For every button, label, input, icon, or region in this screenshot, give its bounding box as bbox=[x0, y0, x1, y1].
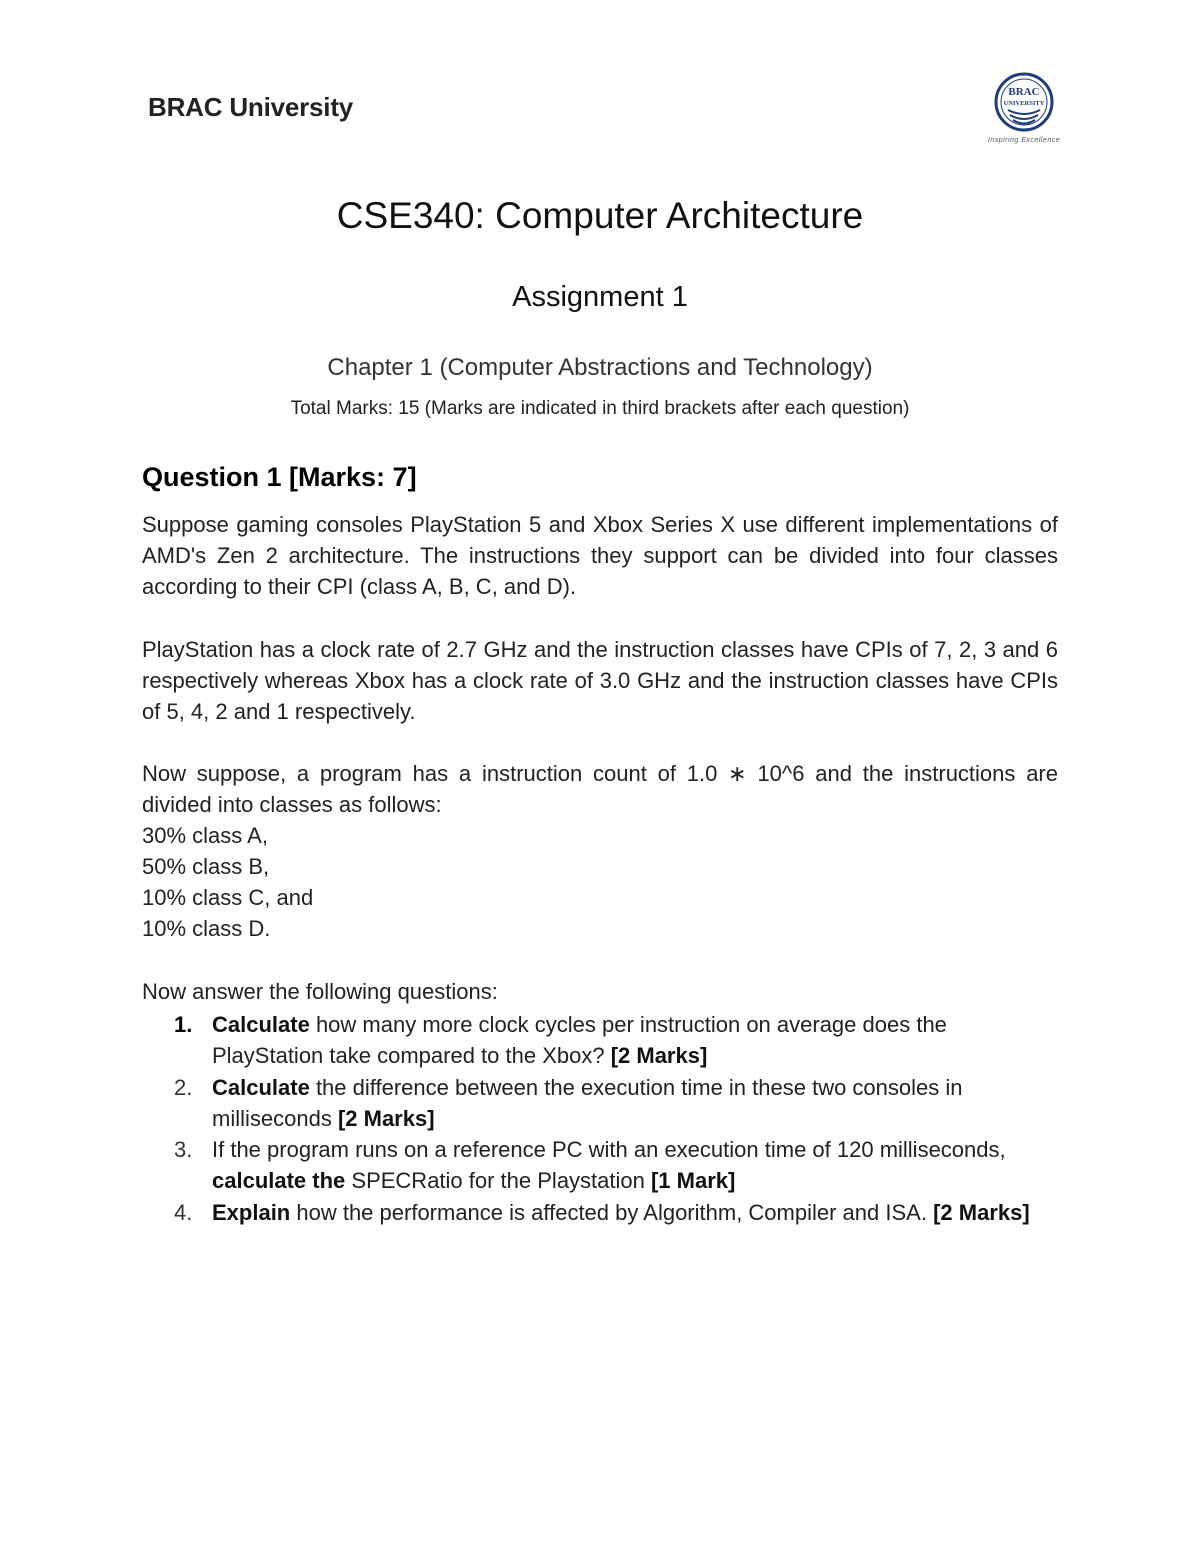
question-heading: Question 1 [Marks: 7] bbox=[142, 462, 417, 492]
list-text: If the program runs on a reference PC with an execution time of 120 milliseconds, calculate the SPECRatio for the Playstation [1 Mark] bbox=[212, 1137, 1006, 1193]
class-line: 50% class B, bbox=[142, 854, 270, 879]
questions-prompt: Now answer the following questions: bbox=[142, 979, 498, 1004]
list-number: 2. bbox=[174, 1075, 193, 1100]
list-text: Calculate how many more clock cycles per instruction on average does the PlayStation take compared to the Xbox? [2 Marks] bbox=[212, 1012, 947, 1068]
document-title: CSE340: Computer Architecture bbox=[336, 195, 864, 236]
question-paragraph-1: Suppose gaming consoles PlayStation 5 and Xbox Series X use different implementations of AMD's Zen 2 architecture. The instructions they support can be divided into four classes according to their CPI (class A, B, C, and D). bbox=[142, 512, 1058, 599]
document-subtitle: Assignment 1 bbox=[512, 281, 688, 313]
class-line: 10% class C, and bbox=[142, 885, 314, 910]
list-number: 1. bbox=[174, 1012, 193, 1037]
total-marks: Total Marks: 15 (Marks are indicated in third brackets after each question) bbox=[290, 398, 910, 419]
chapter-heading: Chapter 1 (Computer Abstractions and Technology) bbox=[327, 354, 873, 381]
list-text: Explain how the performance is affected by Algorithm, Compiler and ISA. [2 Marks] bbox=[212, 1200, 1030, 1225]
question-paragraph-3: Now suppose, a program has a instruction count of 1.0 ∗ 10^6 and the instructions are divided into classes as follows: bbox=[142, 761, 1058, 817]
class-line: 10% class D. bbox=[142, 916, 271, 941]
university-name: BRAC University bbox=[148, 92, 354, 122]
logo-tagline: Inspiring Excellence bbox=[987, 137, 1061, 144]
list-number: 4. bbox=[174, 1200, 193, 1225]
question-paragraph-2: PlayStation has a clock rate of 2.7 GHz and the instruction classes have CPIs of 7, 2, 3 and 6 respectively whereas Xbox has a clock rate of 3.0 GHz and the instruction classes have CPIs of 5, 4, 2 and 1 respectively. bbox=[142, 637, 1058, 724]
list-number: 3. bbox=[174, 1137, 193, 1162]
list-text: Calculate the difference between the execution time in these two consoles in milliseconds [2 Marks] bbox=[212, 1075, 963, 1131]
class-line: 30% class A, bbox=[142, 823, 268, 848]
svg-text:UNIVERSITY: UNIVERSITY bbox=[1003, 100, 1045, 107]
university-logo bbox=[980, 70, 1068, 148]
svg-text:BRAC: BRAC bbox=[1008, 86, 1040, 98]
